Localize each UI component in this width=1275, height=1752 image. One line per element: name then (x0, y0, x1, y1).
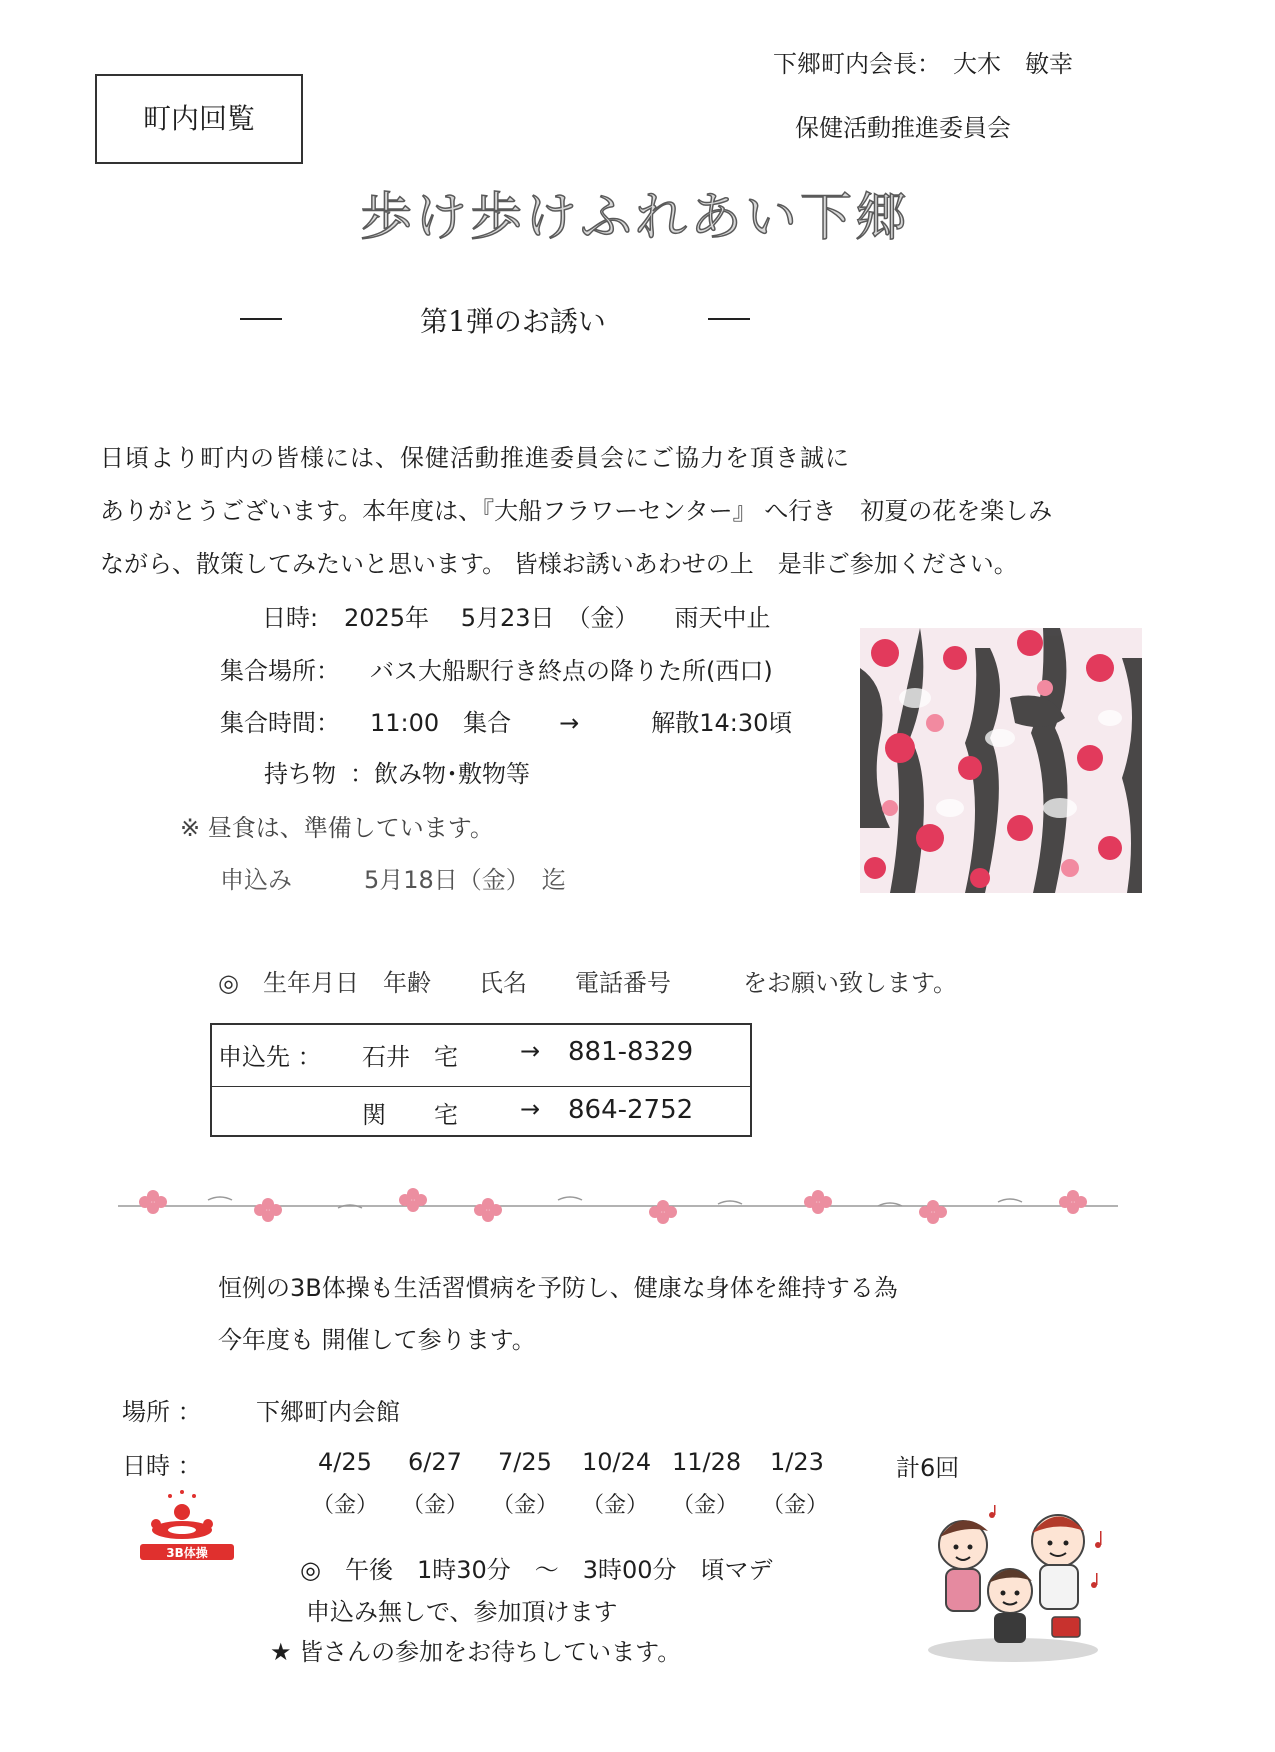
exercise-day-6: （金） (762, 1493, 829, 1518)
contact-2-arrow: → (520, 1095, 541, 1123)
exercise-no-apply: 申込み無しで、参加頂けます (306, 1598, 618, 1626)
exercise-line-1: 恒例の3B体操も生活習慣病を予防し、健康な身体を維持する為 (218, 1274, 898, 1302)
exercise-date-3: 7/25 (498, 1448, 552, 1476)
meeting-time-value: 11:00 集合 → 解散14:30頃 (370, 709, 793, 737)
meeting-place-value: バス大船駅行き終点の降りた所(西口) (370, 657, 773, 685)
table-divider (212, 1086, 750, 1087)
contact-2-phone: 864-2752 (568, 1095, 694, 1125)
contact-label: 申込先 ： (218, 1043, 322, 1071)
exercise-date-4: 10/24 (582, 1448, 652, 1476)
exercise-date-label: 日時 ： (122, 1452, 202, 1480)
exercising-kids-illustration (918, 1505, 1108, 1665)
page-subtitle: 第1弾のお誘い (420, 305, 606, 338)
committee-name: 保健活動推進委員会 (795, 114, 1011, 142)
items-label: 持ち物 (264, 760, 336, 788)
apply-deadline-label: 申込み (220, 866, 292, 894)
exercise-date-6: 1/23 (770, 1448, 824, 1476)
exercise-total: 計6回 (896, 1454, 960, 1482)
subtitle-dash-right (708, 318, 750, 320)
intro-line-2: ありがとうございます。本年度は、『大船フラワーセンター』 へ行き 初夏の花を楽しみ (100, 497, 1053, 525)
exercise-day-4: （金） (582, 1493, 649, 1518)
3b-exercise-logo (132, 1488, 242, 1563)
exercise-day-2: （金） (402, 1493, 469, 1518)
subtitle-dash-left (240, 318, 282, 320)
meeting-place-label: 集合場所： (220, 657, 340, 685)
meeting-time-label: 集合時間： (220, 709, 340, 737)
items-value: ：飲み物･敷物等 (350, 760, 530, 788)
apply-deadline-value: 5月18日（金） 迄 (364, 866, 566, 894)
contact-1-arrow: → (520, 1037, 541, 1065)
chairman-name: 下郷町内会長： 大木 敏幸 (773, 50, 1073, 78)
3b-logo-text: 3B体操 (166, 1546, 208, 1560)
circular-stamp (95, 74, 303, 164)
exercise-time: ◎ 午後 1時30分 ～ 3時00分 頃マデ (300, 1556, 773, 1584)
exercise-place-label: 場所 ： (122, 1398, 202, 1426)
contact-1-phone: 881-8329 (568, 1037, 694, 1067)
exercise-date-5: 11/28 (672, 1448, 742, 1476)
flower-divider (118, 1184, 1118, 1224)
flower-photo (860, 628, 1142, 893)
exercise-day-5: （金） (672, 1493, 739, 1518)
contact-2-name: 関 宅 (362, 1101, 458, 1129)
contact-1-name: 石井 宅 (362, 1043, 458, 1071)
exercise-line-2: 今年度も 開催して参ります。 (218, 1326, 536, 1354)
closing-message: ★ 皆さんの参加をお待ちしています。 (270, 1638, 682, 1666)
intro-line-1: 日頃より町内の皆様には、保健活動推進委員会にご協力を頂き誠に (100, 444, 850, 472)
date-value: 2025年 5月23日 （金） 雨天中止 (344, 604, 771, 632)
exercise-date-1: 4/25 (318, 1448, 372, 1476)
exercise-date-2: 6/27 (408, 1448, 462, 1476)
exercise-day-3: （金） (492, 1493, 559, 1518)
lunch-note: ※ 昼食は、準備しています。 (180, 814, 494, 842)
intro-line-3: ながら、散策してみたいと思います。 皆様お誘いあわせの上 是非ご参加ください。 (100, 550, 1018, 578)
page-title: 歩け歩けふれあい下郷 (360, 188, 911, 248)
circular-label: 町内回覧 (142, 102, 255, 135)
exercise-place-value: 下郷町内会館 (256, 1398, 400, 1426)
exercise-day-1: （金） (312, 1493, 379, 1518)
date-label: 日時: (262, 604, 319, 632)
request-note: ◎ 生年月日 年齢 氏名 電話番号 をお願い致します。 (218, 969, 958, 997)
